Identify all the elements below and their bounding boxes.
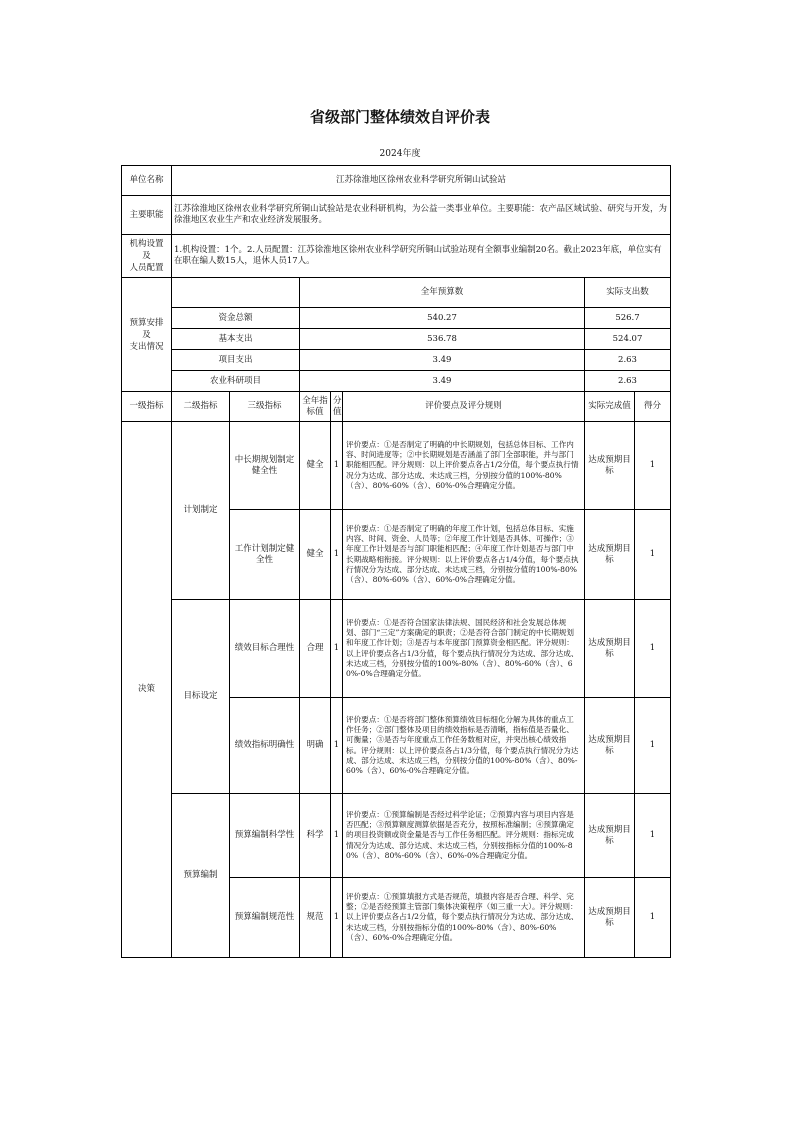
level1-cell: 决策 <box>122 422 172 958</box>
indicator-row: 目标设定 绩效目标合理性 合理 1 评价要点：①是否符合国家法律法规、国民经济和社会发展总体规划、部门“三定”方案确定的职责；②是否符合部门制定的中长期规划和年度工作计划；③是否与本年度部门预算资金相匹配。评分规则：以上评价要点各占1/3分值，每个要点执行情况分为达成、部分达成、未达成三档，分别按分值的100%-80%（含）、80%-60%（含）、60%-0%合理确定分值。 达成预期目标 1 <box>122 600 671 698</box>
unit-row <box>122 166 671 196</box>
indicator-header-row <box>122 392 671 422</box>
indicator-row: 绩效指标明确性 明确 1 评价要点：①是否将部门整体预算绩效目标细化分解为具体的重点工作任务；②部门整体及项目的绩效指标是否清晰，指标值是否量化、可衡量；③是否与年度重点工作任务数相对应，并突出核心绩效指标。评分规则：以上评价要点各占1/3分值，每个要点执行情况分为达成、部分达成、未达成三档，分别按分值的100%-80%（含）、80%-60%（含）、60%-0%合理确定分值。 达成预期目标 1 <box>122 698 671 794</box>
org-label: 机构设置 及 人员配置 <box>122 235 172 278</box>
header-annual: 全年指标值 <box>300 392 331 422</box>
actual-col-header: 实际支出数 <box>585 278 671 308</box>
header-got: 得分 <box>635 392 671 422</box>
page-title: 省级部门整体绩效自评价表 <box>309 108 490 126</box>
indicator-row: 预算编制 预算编制科学性 科学 1 评价要点：①预算编制是否经过科学论证；②预算内容与项目内容是否匹配；③预算额度测算依据是否充分，按照标准编制；④预算确定的项目投资额或资金量是否与工作任务相匹配。评分规则：指标完成情况分为达成、部分达成、未达成三档，分别按指标分值的100%-80%（含）、80%-60%（含）、60%-0%合理确定分值。 达成预期目标 1 <box>122 794 671 878</box>
level2-cell: 目标设定 <box>172 600 230 794</box>
budget-header-row <box>122 278 671 308</box>
indicator-row: 预算编制规范性 规范 1 评价要点：①预算填报方式是否规范，填报内容是否合理、科学、完整；②是否经预算主管部门集体决策程序（如三重一大）。评分规则：以上评价要点各占1/2分值，每个要点执行情况分为达成、部分达成、未达成三档，分别按指标分值的100%-80%（含）、80%-60%（含）、60%-0%合理确定分值。 达成预期目标 1 <box>122 878 671 958</box>
budget-row: 农业科研项目 3.49 2.63 <box>122 371 671 392</box>
org-row <box>122 235 671 278</box>
duty-label: 主要职能 <box>122 196 172 235</box>
level2-cell: 预算编制 <box>172 794 230 958</box>
header-level1: 一级指标 <box>122 392 172 422</box>
fiscal-year: 2024年度 <box>379 149 421 159</box>
header-done: 实际完成值 <box>585 392 635 422</box>
evaluation-table <box>121 165 671 958</box>
header-level3: 三级指标 <box>230 392 300 422</box>
unit-value: 江苏徐淮地区徐州农业科学研究所铜山试验站 <box>172 166 671 196</box>
budget-header-blank <box>172 278 300 308</box>
indicator-row: 决策 计划制定 中长期规划制定健全性 健全 1 评价要点：①是否制定了明确的中长期规划，包括总体目标、工作内容、时间进度等；②中长期规划是否涵盖了部门全部职能，并与部门职能相匹配。评分规则：以上评价要点各占1/2分值，每个要点执行情况分为达成、部分达成、未达成三档，分别按分值的100%-80%（含）、80%-60%（含）、60%-0%合理确定分值。 达成预期目标 1 <box>122 422 671 510</box>
budget-row: 基本支出 536.78 524.07 <box>122 329 671 350</box>
header-rules: 评价要点及评分规则 <box>343 392 585 422</box>
budget-col-header: 全年预算数 <box>300 278 585 308</box>
evaluation-table-wrapper <box>121 165 670 958</box>
header-score: 分值 <box>331 392 343 422</box>
indicator-row: 工作计划制定健全性 健全 1 评价要点：①是否制定了明确的年度工作计划，包括总体目标、实施内容、时间、资金、人员等；②年度工作计划是否具体、可操作；③年度工作计划是否与部门职能相匹配；④年度工作计划是否与部门中长期战略相衔接。评分规则：以上评价要点各占1/4分值，每个要点执行情况分为达成、部分达成、未达成三档，分别按分值的100%-80%（含）、80%-60%（含）、60%-0%合理确定分值。 达成预期目标 1 <box>122 510 671 600</box>
unit-label: 单位名称 <box>122 166 172 196</box>
budget-row: 项目支出 3.49 2.63 <box>122 350 671 371</box>
budget-label: 预算安排 及 支出情况 <box>122 278 172 392</box>
header-level2: 二级指标 <box>172 392 230 422</box>
duty-row <box>122 196 671 235</box>
duty-value: 江苏徐淮地区徐州农业科学研究所铜山试验站是农业科研机构，为公益一类事业单位。主要职能：农产品区域试验、研究与开发，为徐淮地区农业生产和农业经济发展服务。 <box>172 196 671 235</box>
budget-row: 资金总额 540.27 526.7 <box>122 308 671 329</box>
org-value: 1.机构设置：1个。2.人员配置：江苏徐淮地区徐州农业科学研究所铜山试验站现有全额事业编制20名。截止2023年底，单位实有在职在编人数15人，退休人员17人。 <box>172 235 671 278</box>
level2-cell: 计划制定 <box>172 422 230 600</box>
